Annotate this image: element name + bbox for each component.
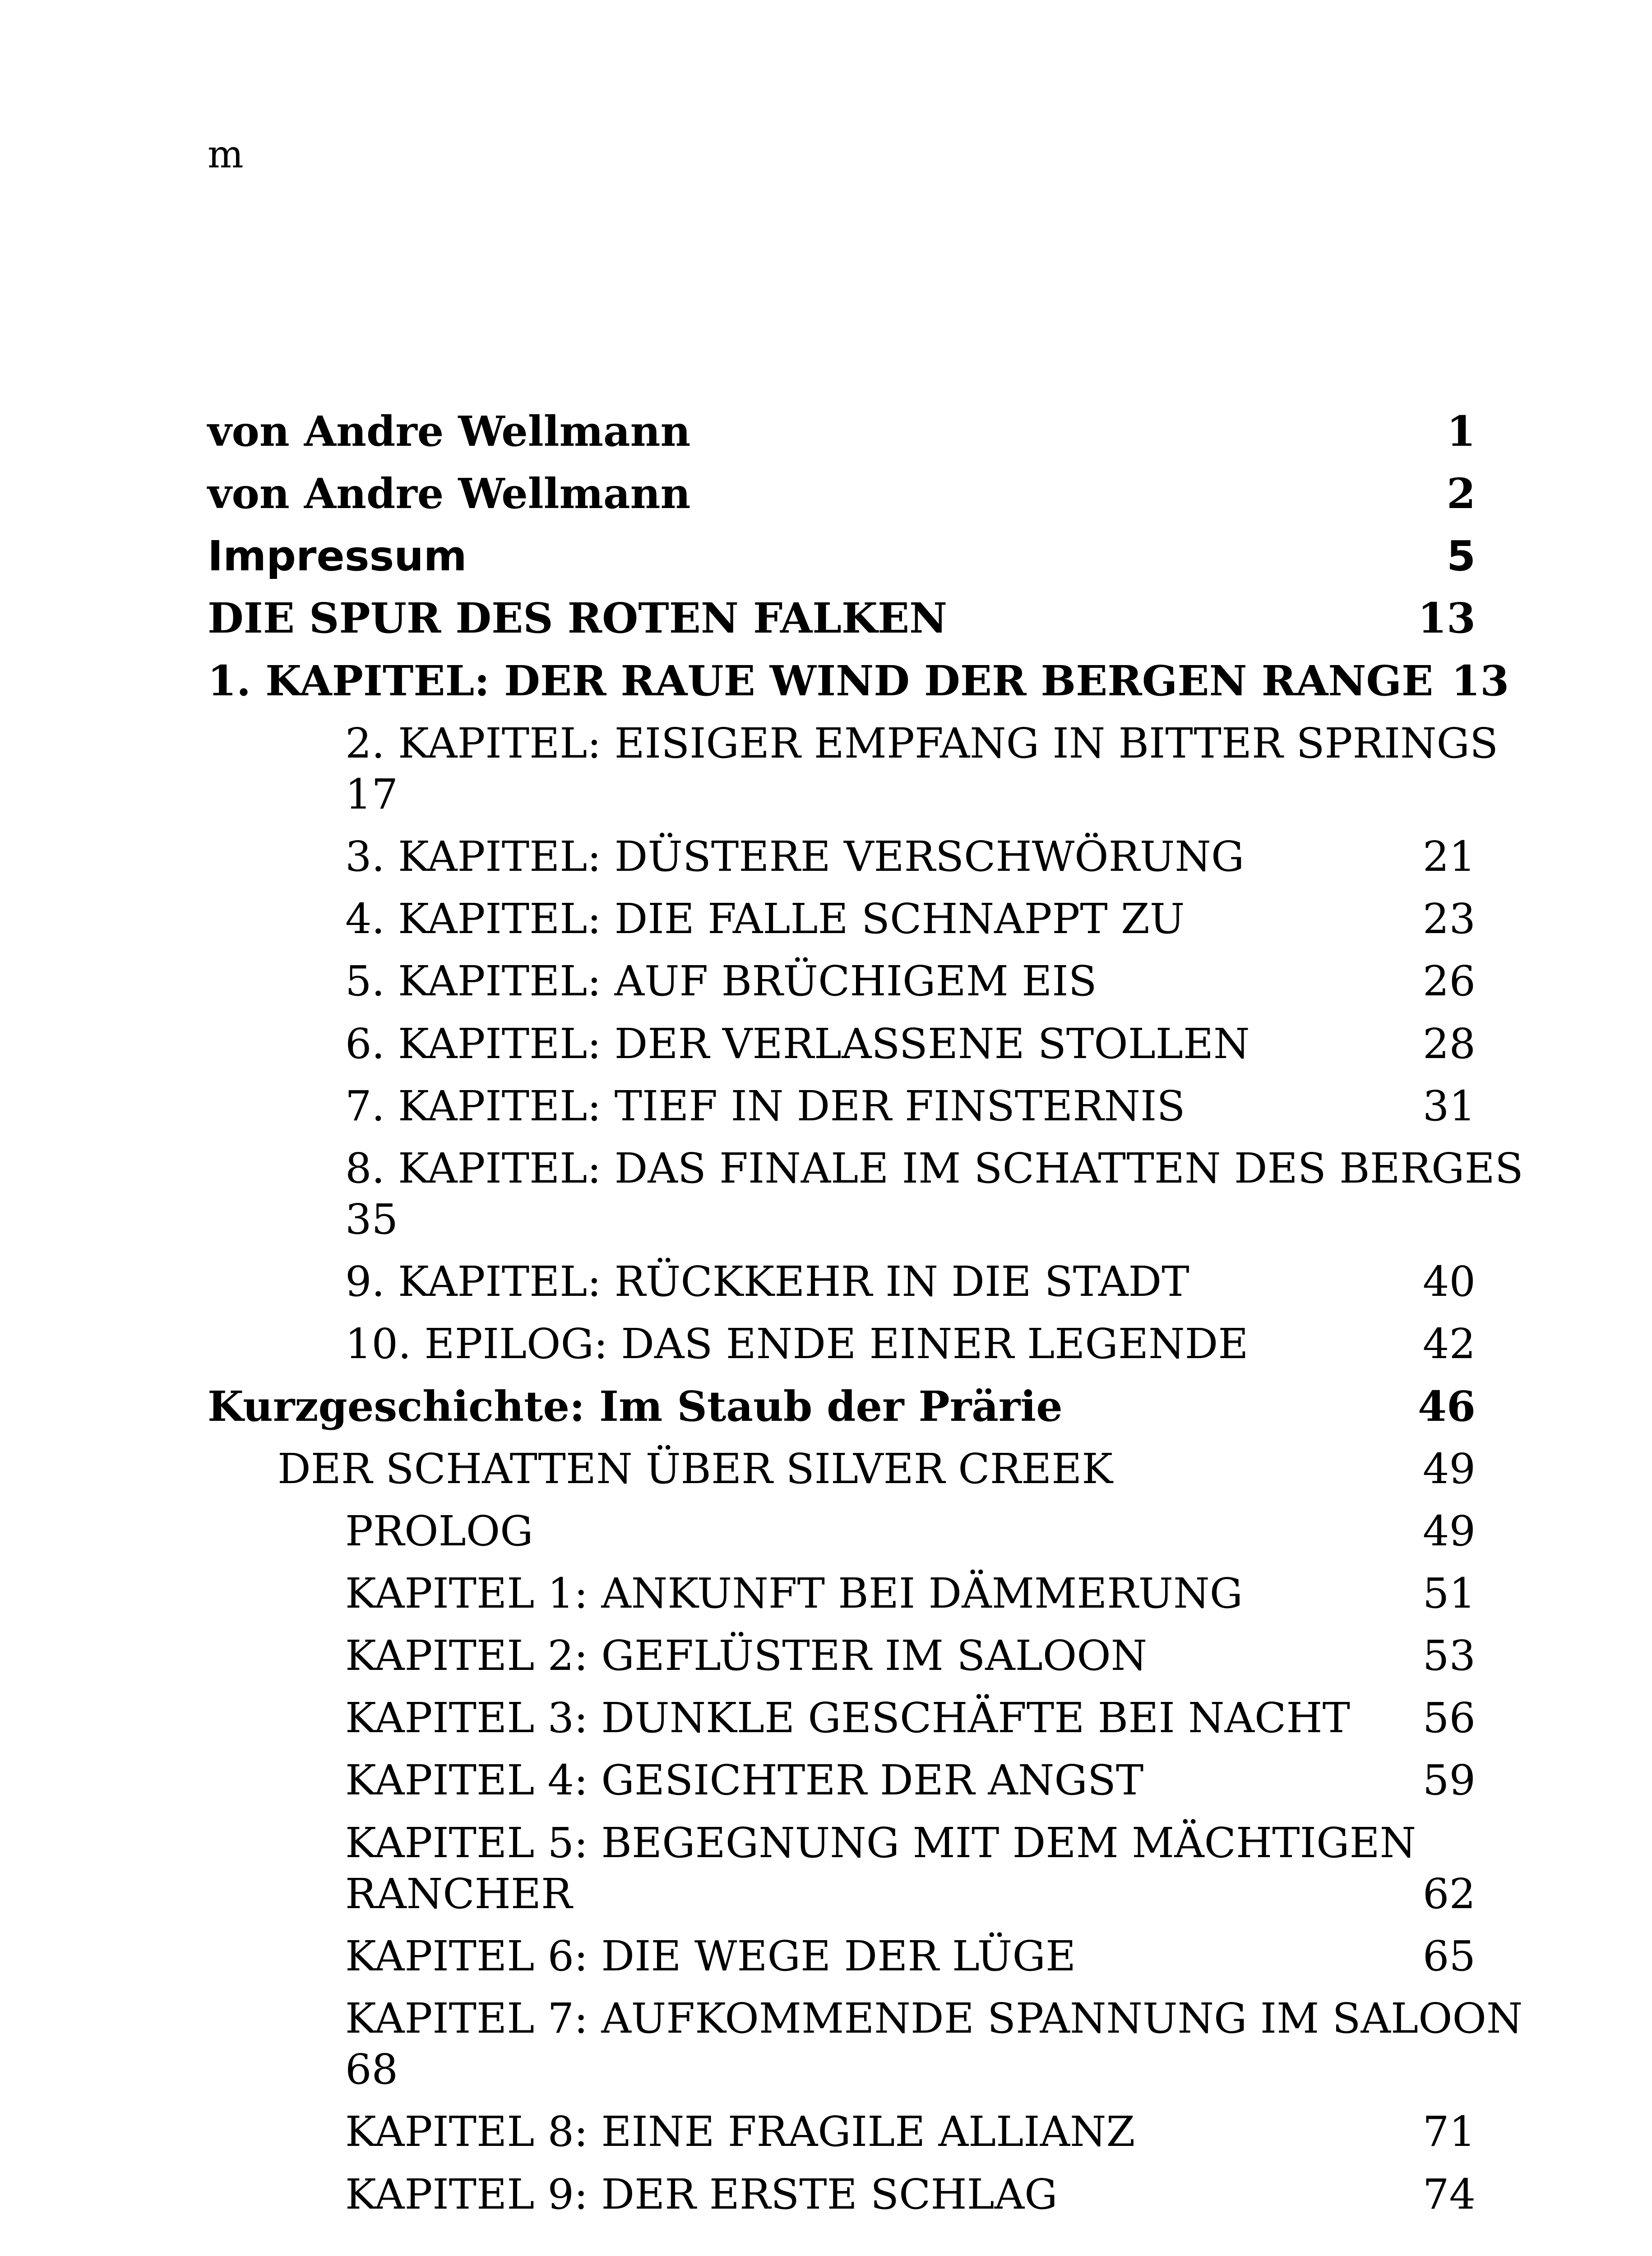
- toc-entry-title: 8. KAPITEL: DAS FINALE IM SCHATTEN DES BERGES: [345, 1144, 1523, 1193]
- toc-entry-title-continued: RANCHER: [345, 1869, 573, 1918]
- toc-entry-title: KAPITEL 3: DUNKLE GESCHÄFTE BEI NACHT: [345, 1694, 1350, 1743]
- toc-entry-page: 62: [1422, 1869, 1476, 1918]
- toc-entry-page: 51: [1422, 1569, 1476, 1618]
- toc-entry[interactable]: [208, 2169, 1476, 2220]
- toc-entry-title: 5. KAPITEL: AUF BRÜCHIGEM EIS: [345, 957, 1097, 1006]
- toc-entry-title: KAPITEL 8: EINE FRAGILE ALLIANZ: [345, 2108, 1135, 2156]
- toc-entry[interactable]: [208, 1081, 1476, 1132]
- toc-entry[interactable]: [208, 1568, 1476, 1619]
- toc-entry-title: KAPITEL 1: ANKUNFT BEI DÄMMERUNG: [345, 1569, 1243, 1618]
- toc-entry-page: 17: [345, 770, 398, 818]
- toc-entry-page: 53: [1422, 1632, 1476, 1680]
- toc-entry[interactable]: [208, 1443, 1476, 1494]
- toc-entry-page: 65: [1422, 1932, 1476, 1980]
- toc-entry-page: 74: [1422, 2170, 1476, 2219]
- toc-entry-page: 26: [1422, 957, 1476, 1006]
- toc-entry-page: 2: [1446, 469, 1476, 518]
- header-mark: m: [208, 132, 244, 176]
- table-of-contents: [208, 406, 1523, 2231]
- toc-entry-page: 13: [1451, 656, 1509, 705]
- toc-entry[interactable]: [208, 593, 1476, 644]
- toc-entry[interactable]: [208, 1506, 1476, 1557]
- toc-entry[interactable]: [208, 468, 1476, 519]
- toc-entry[interactable]: [208, 718, 1499, 820]
- toc-entry[interactable]: [208, 1630, 1476, 1681]
- toc-entry[interactable]: [208, 1692, 1476, 1743]
- toc-entry-page: 21: [1422, 832, 1476, 881]
- toc-entry-title: 1. KAPITEL: DER RAUE WIND DER BERGEN RANGE: [208, 656, 1434, 705]
- toc-entry[interactable]: [208, 1755, 1476, 1806]
- toc-entry[interactable]: [208, 1018, 1476, 1069]
- toc-entry-title: 10. EPILOG: DAS ENDE EINER LEGENDE: [345, 1320, 1249, 1368]
- toc-entry-title: KAPITEL 5: BEGEGNUNG MIT DEM MÄCHTIGEN: [345, 1818, 1416, 1867]
- toc-entry-page: 49: [1422, 1507, 1476, 1555]
- toc-entry-title: von Andre Wellmann: [208, 469, 691, 518]
- toc-entry-title: Kurzgeschichte: Im Staub der Prärie: [208, 1382, 1063, 1431]
- toc-entry-page: 49: [1422, 1444, 1476, 1493]
- toc-entry[interactable]: [208, 1931, 1476, 1982]
- toc-entry[interactable]: [208, 2106, 1476, 2157]
- toc-entry-title: 4. KAPITEL: DIE FALLE SCHNAPPT ZU: [345, 895, 1185, 943]
- toc-entry-page: 28: [1422, 1019, 1476, 1068]
- toc-entry-title: DER SCHATTEN ÜBER SILVER CREEK: [278, 1444, 1113, 1493]
- toc-entry[interactable]: [208, 1817, 1476, 1919]
- toc-entry-page: 23: [1422, 895, 1476, 943]
- toc-entry-title: DIE SPUR DES ROTEN FALKEN: [208, 594, 948, 643]
- toc-entry-title: PROLOG: [345, 1507, 533, 1555]
- toc-entry-title: 2. KAPITEL: EISIGER EMPFANG IN BITTER SPRINGS: [345, 719, 1499, 767]
- toc-entry-page: 46: [1417, 1382, 1476, 1431]
- toc-entry[interactable]: [208, 831, 1476, 882]
- toc-entry-page: 13: [1417, 594, 1476, 643]
- toc-entry-title: KAPITEL 6: DIE WEGE DER LÜGE: [345, 1932, 1076, 1980]
- toc-entry-title: KAPITEL 9: DER ERSTE SCHLAG: [345, 2170, 1058, 2219]
- toc-entry[interactable]: [208, 1318, 1476, 1369]
- toc-entry-page: 68: [345, 2045, 398, 2094]
- toc-entry-title: Impressum: [208, 532, 467, 581]
- toc-entry[interactable]: [208, 1993, 1523, 2095]
- toc-entry-page: 71: [1422, 2108, 1476, 2156]
- toc-entry-title: KAPITEL 4: GESICHTER DER ANGST: [345, 1756, 1144, 1805]
- toc-entry-page: 56: [1422, 1694, 1476, 1743]
- toc-entry-title: KAPITEL 2: GEFLÜSTER IM SALOON: [345, 1632, 1148, 1680]
- toc-entry-page: 1: [1446, 407, 1476, 456]
- toc-entry-page: 42: [1422, 1320, 1476, 1368]
- toc-entry[interactable]: [208, 1143, 1523, 1245]
- toc-entry[interactable]: [208, 1381, 1476, 1432]
- toc-entry[interactable]: [208, 1256, 1476, 1307]
- toc-entry-title: von Andre Wellmann: [208, 407, 691, 456]
- toc-entry-title: 7. KAPITEL: TIEF IN DER FINSTERNIS: [345, 1082, 1185, 1130]
- toc-entry[interactable]: [208, 406, 1476, 457]
- toc-entry-page: 31: [1422, 1082, 1476, 1130]
- toc-entry-page: 59: [1422, 1756, 1476, 1805]
- toc-entry-page: 35: [345, 1195, 398, 1244]
- toc-entry[interactable]: [208, 956, 1476, 1007]
- toc-entry-title: KAPITEL 7: AUFKOMMENDE SPANNUNG IM SALOON: [345, 1994, 1523, 2043]
- toc-entry-title: 9. KAPITEL: RÜCKKEHR IN DIE STADT: [345, 1257, 1189, 1306]
- toc-entry[interactable]: [208, 893, 1476, 944]
- toc-entry[interactable]: [208, 531, 1476, 582]
- toc-entry-page: 5: [1446, 532, 1476, 581]
- toc-entry[interactable]: [208, 656, 1509, 707]
- toc-entry-title: 6. KAPITEL: DER VERLASSENE STOLLEN: [345, 1019, 1250, 1068]
- toc-entry-page: 40: [1422, 1257, 1476, 1306]
- toc-entry-title: 3. KAPITEL: DÜSTERE VERSCHWÖRUNG: [345, 832, 1245, 881]
